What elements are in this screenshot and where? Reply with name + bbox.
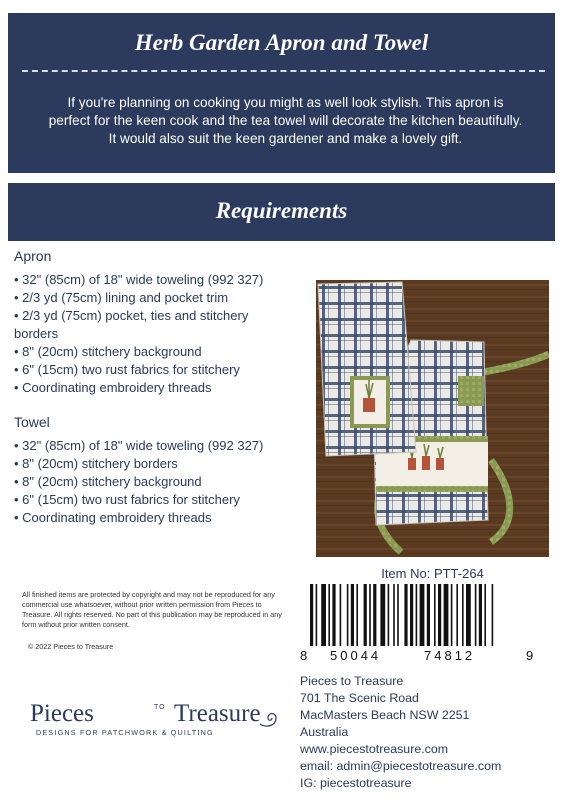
product-photo-illustration xyxy=(316,280,549,557)
barcode-bar xyxy=(310,584,313,646)
barcode-bar xyxy=(364,584,367,646)
towel-list xyxy=(14,437,296,527)
list-item: • 8" (20cm) stitchery borders xyxy=(14,455,296,473)
contact-email-link[interactable]: email: admin@piecestotreasure.com xyxy=(300,759,502,773)
barcode-bar xyxy=(438,584,441,646)
towel-heading: Towel xyxy=(14,414,50,430)
logo-word-to: TO xyxy=(154,704,166,711)
barcode-bar xyxy=(456,584,458,646)
barcode-bar xyxy=(321,584,326,646)
contact-country: Australia xyxy=(300,725,349,739)
logo-word-pieces: Pieces xyxy=(30,700,94,727)
barcode-bars xyxy=(296,582,546,648)
contact-street: 701 The Scenic Road xyxy=(300,691,419,705)
barcode-bar xyxy=(462,584,464,646)
logo-word-treasure: Treasure xyxy=(174,700,261,727)
barcode-bar xyxy=(393,584,395,646)
barcode xyxy=(296,582,546,668)
barcode-bar xyxy=(373,584,376,646)
barcode-bar xyxy=(410,584,413,646)
barcode-bar xyxy=(388,584,390,646)
barcode-digits xyxy=(296,648,546,666)
list-item: • 6" (15cm) two rust fabrics for stitchery xyxy=(14,491,296,509)
barcode-bar xyxy=(434,584,436,646)
barcode-bar xyxy=(466,584,471,646)
contact-suburb: MacMasters Beach NSW 2251 xyxy=(300,708,470,722)
barcode-digit-group: 74812 xyxy=(424,648,476,663)
product-photo xyxy=(316,280,549,557)
barcode-digit-group: 50044 xyxy=(330,648,382,663)
logo-swirl-icon xyxy=(258,708,280,730)
barcode-bar xyxy=(416,584,418,646)
dashed-divider xyxy=(22,70,545,72)
page-title: Herb Garden Apron and Towel xyxy=(134,30,429,55)
barcode-bar xyxy=(332,584,335,646)
list-item: • 2/3 yd (75cm) lining and pocket trim xyxy=(14,289,296,307)
list-item: • 6" (15cm) two rust fabrics for stitchery xyxy=(14,361,296,379)
barcode-bar xyxy=(347,584,349,646)
item-number: Item No: PTT-264 xyxy=(381,566,484,581)
list-item: • 2/3 yd (75cm) pocket, ties and stitchery borders xyxy=(14,307,296,343)
barcode-bar xyxy=(340,584,342,646)
copyright-line: © 2022 Pieces to Treasure xyxy=(28,642,114,651)
contact-instagram[interactable]: IG: piecestotreasure xyxy=(300,776,412,790)
barcode-bar xyxy=(475,584,477,646)
barcode-bar xyxy=(404,584,407,646)
barcode-bar xyxy=(369,584,371,646)
barcode-bar xyxy=(316,584,318,646)
apron-heading: Apron xyxy=(14,248,52,264)
copyright-notice: All finished items are protected by copyright and may not be reproduced for any commercial use whatsoever, without prior written permission from Pieces to Treasure. All rights reserved. No part of this publication may be reproduced in any form without prior written consent. xyxy=(22,590,282,629)
contact-website-link[interactable]: www.piecestotreasure.com xyxy=(300,742,449,756)
list-item: • 8" (20cm) stitchery background xyxy=(14,343,296,361)
list-item: • 32" (85cm) of 18" wide toweling (992 327) xyxy=(14,437,296,455)
barcode-bar xyxy=(328,584,330,646)
list-item: • Coordinating embroidery threads xyxy=(14,379,296,397)
barcode-bar xyxy=(492,584,494,646)
barcode-bar xyxy=(484,584,486,646)
barcode-bar xyxy=(380,584,385,646)
contact-block xyxy=(300,673,501,792)
header-band xyxy=(8,13,555,173)
barcode-bar xyxy=(479,584,482,646)
list-item: • Coordinating embroidery threads xyxy=(14,509,296,527)
barcode-bar xyxy=(451,584,453,646)
barcode-bar xyxy=(427,584,430,646)
intro-text: If you're planning on cooking you might as well look stylish. This apron is perfect for the keen cook and the tea towel will decorate the kitchen beautifully. It would also suit the keen gardener and make a lovely gift. xyxy=(48,95,523,146)
list-item: • 32" (85cm) of 18" wide toweling (992 327) xyxy=(14,271,296,289)
barcode-bar xyxy=(356,584,358,646)
barcode-digit-group: 9 xyxy=(526,648,534,663)
barcode-digit-group: 8 xyxy=(300,648,308,663)
logo-tagline: DESIGNS FOR PATCHWORK & QUILTING xyxy=(36,728,214,737)
requirements-title: Requirements xyxy=(215,198,348,223)
barcode-bar xyxy=(351,584,354,646)
apron-list xyxy=(14,271,296,397)
barcode-bar xyxy=(444,584,449,646)
barcode-bar xyxy=(397,584,399,646)
list-item: • 8" (20cm) stitchery background xyxy=(14,473,296,491)
brand-logo xyxy=(30,694,280,742)
barcode-bar xyxy=(420,584,425,646)
requirements-band xyxy=(8,183,555,241)
contact-name: Pieces to Treasure xyxy=(300,674,404,688)
